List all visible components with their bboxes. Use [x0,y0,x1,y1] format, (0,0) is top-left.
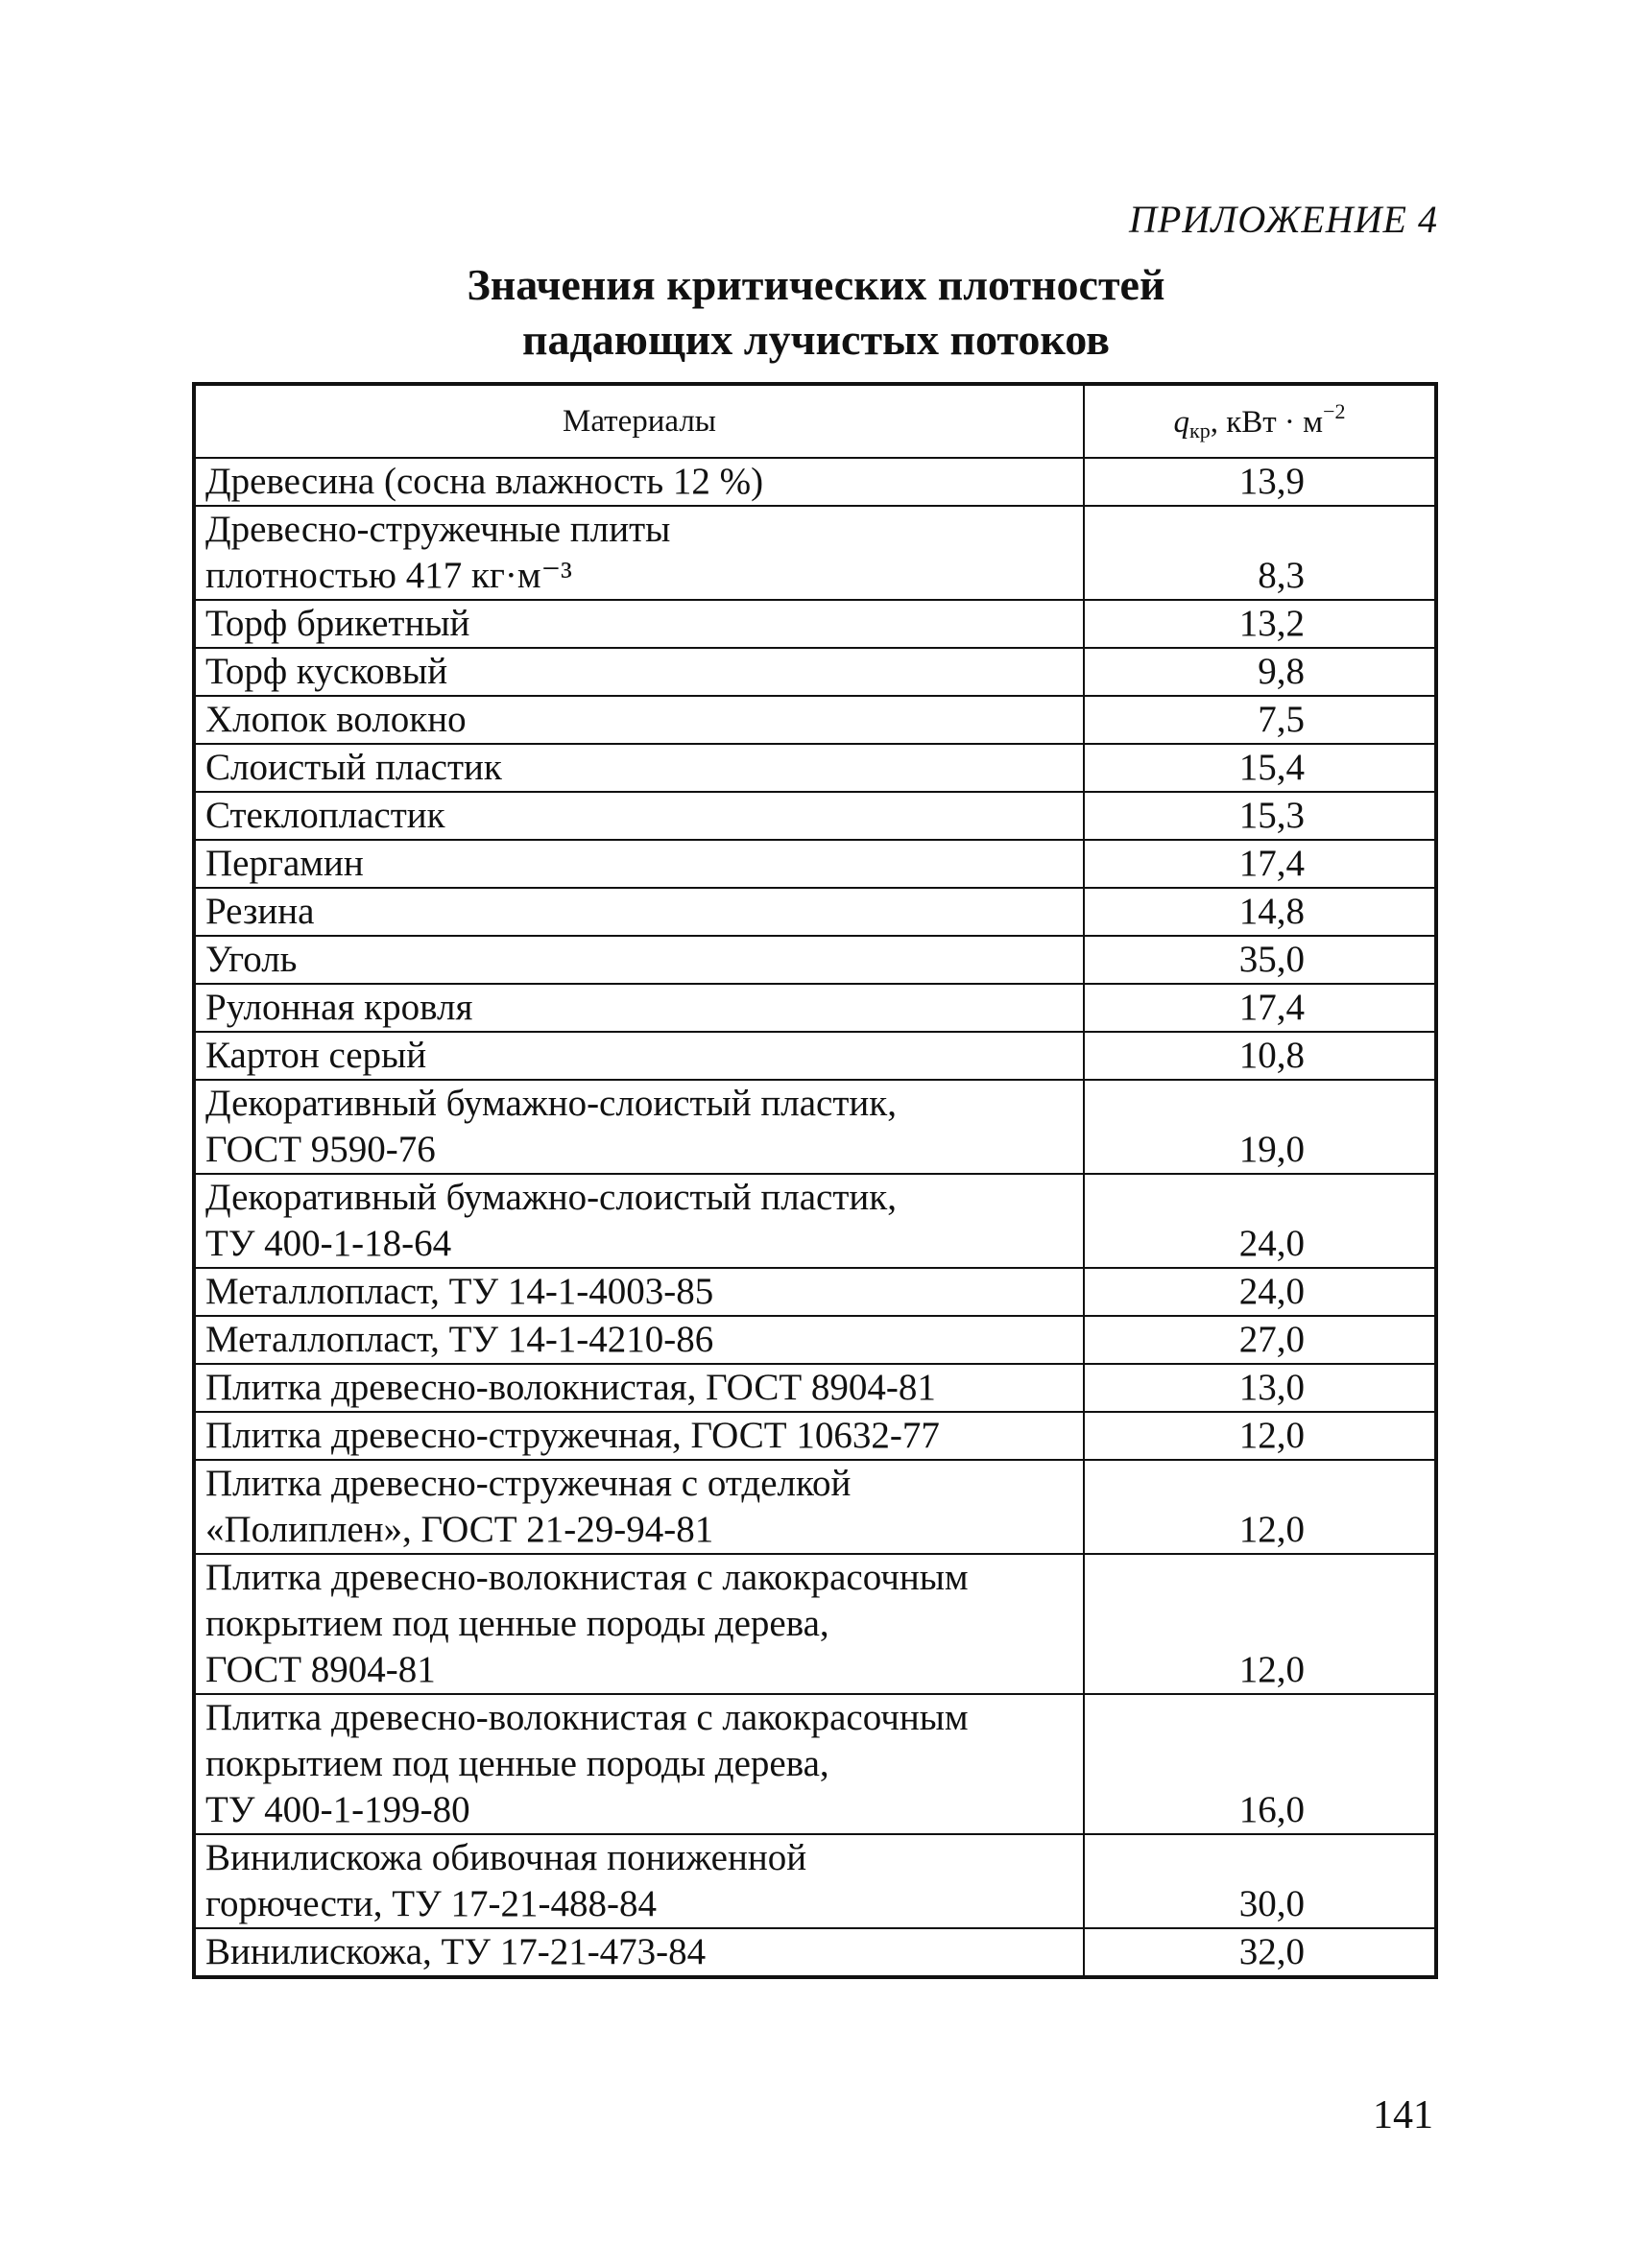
material-line: Плитка древесно-волокнистая с лакокрасочным [205,1557,969,1598]
table-row [194,506,1436,600]
material-line: «Полиплен», ГОСТ 21-29-94-81 [205,1509,714,1550]
q-value-cell: 19,0 [1084,1080,1436,1174]
table-row [194,1174,1436,1268]
material-line: Пергамин [205,843,364,884]
material-cell [194,888,1084,936]
q-value-cell: 24,0 [1084,1268,1436,1316]
material-line: Винилискожа обивочная пониженной [205,1837,807,1878]
title-line-1: Значения критических плотностей [467,260,1165,309]
table-row [194,792,1436,840]
material-cell [194,1554,1084,1694]
table-row [194,1834,1436,1928]
material-cell [194,458,1084,506]
material-line: ГОСТ 8904-81 [205,1649,436,1690]
q-value-cell: 32,0 [1084,1928,1436,1977]
material-cell [194,744,1084,792]
material-line: Торф кусковый [205,651,448,692]
table-row [194,1554,1436,1694]
q-value-cell: 30,0 [1084,1834,1436,1928]
q-value-cell: 12,0 [1084,1460,1436,1554]
q-value-cell: 14,8 [1084,888,1436,936]
table-row [194,1080,1436,1174]
material-line: Плитка древесно-стружечная, ГОСТ 10632-77 [205,1415,940,1456]
table-row [194,458,1436,506]
table-row [194,1268,1436,1316]
table-row [194,888,1436,936]
material-line: покрытием под ценные породы дерева, [205,1743,829,1784]
q-value-cell: 24,0 [1084,1174,1436,1268]
appendix-label: ПРИЛОЖЕНИЕ 4 [1129,198,1438,241]
material-cell [194,1080,1084,1174]
material-line: ГОСТ 9590-76 [205,1129,436,1170]
material-cell [194,936,1084,984]
material-line: горючести, ТУ 17-21-488-84 [205,1883,657,1924]
material-line: Декоративный бумажно-слоистый пластик, [205,1083,897,1124]
material-cell [194,600,1084,648]
table-row [194,1316,1436,1364]
critical-flux-table [192,382,1438,1979]
material-cell [194,1364,1084,1412]
table-body [194,458,1436,1977]
material-line: Древесина (сосна влажность 12 %) [205,461,764,502]
material-line: Картон серый [205,1035,427,1076]
q-value-cell: 12,0 [1084,1412,1436,1460]
material-line: Металлопласт, ТУ 14-1-4003-85 [205,1271,714,1312]
header-materials: Материалы [194,384,1084,458]
page-number: 141 [1373,2093,1433,2137]
page-title [0,257,1632,367]
material-cell [194,1834,1084,1928]
material-cell [194,1268,1084,1316]
q-value-cell: 9,8 [1084,648,1436,696]
q-value-cell: 16,0 [1084,1694,1436,1834]
material-cell [194,1460,1084,1554]
material-line: Слоистый пластик [205,747,502,788]
q-symbol: q [1173,405,1190,440]
table-row [194,696,1436,744]
material-cell [194,648,1084,696]
material-cell [194,1032,1084,1080]
q-value-cell: 13,0 [1084,1364,1436,1412]
table-row [194,936,1436,984]
material-line: ТУ 400-1-199-80 [205,1789,470,1830]
material-cell [194,506,1084,600]
q-value-cell: 13,2 [1084,600,1436,648]
material-cell [194,984,1084,1032]
material-line: Плитка древесно-стружечная с отделкой [205,1463,852,1504]
table-row [194,648,1436,696]
material-line: Уголь [205,939,298,980]
table-row [194,984,1436,1032]
q-value-cell: 13,9 [1084,458,1436,506]
title-line-2: падающих лучистых потоков [522,315,1110,364]
material-line: Плитка древесно-волокнистая с лакокрасочным [205,1697,969,1738]
material-line: Древесно-стружечные плиты [205,509,671,550]
q-value-cell: 27,0 [1084,1316,1436,1364]
table-row [194,840,1436,888]
q-value-cell: 15,3 [1084,792,1436,840]
material-line: ТУ 400-1-18-64 [205,1223,452,1264]
table-row [194,744,1436,792]
table-header-row [194,384,1436,458]
material-cell [194,1412,1084,1460]
q-value-cell: 17,4 [1084,984,1436,1032]
material-line: Стеклопластик [205,795,445,836]
q-subscript: кр [1189,418,1211,442]
header-q-critical [1084,384,1436,458]
q-unit-exponent: −2 [1323,399,1346,423]
q-value-cell: 15,4 [1084,744,1436,792]
q-value-cell: 10,8 [1084,1032,1436,1080]
q-value-cell: 12,0 [1084,1554,1436,1694]
material-line: Резина [205,891,315,932]
material-cell [194,1928,1084,1977]
q-value-cell: 17,4 [1084,840,1436,888]
material-cell [194,792,1084,840]
material-cell [194,1174,1084,1268]
q-unit: , кВт · м [1210,405,1324,440]
material-line: Декоративный бумажно-слоистый пластик, [205,1177,897,1218]
q-value-cell: 8,3 [1084,506,1436,600]
material-line: Хлопок волокно [205,699,467,740]
table-row [194,1928,1436,1977]
material-line: Металлопласт, ТУ 14-1-4210-86 [205,1319,714,1360]
material-cell [194,696,1084,744]
material-line: Торф брикетный [205,603,470,644]
material-line: плотностью 417 кг·м⁻³ [205,555,572,596]
material-cell [194,1694,1084,1834]
table-row [194,1364,1436,1412]
material-cell [194,840,1084,888]
table-row [194,1412,1436,1460]
q-value-cell: 35,0 [1084,936,1436,984]
material-line: Винилискожа, ТУ 17-21-473-84 [205,1931,707,1972]
table-row [194,1694,1436,1834]
q-value-cell: 7,5 [1084,696,1436,744]
material-line: покрытием под ценные породы дерева, [205,1603,829,1644]
material-line: Рулонная кровля [205,987,473,1028]
table-row [194,1032,1436,1080]
table-row [194,600,1436,648]
table-row [194,1460,1436,1554]
material-line: Плитка древесно-волокнистая, ГОСТ 8904-81 [205,1367,936,1408]
material-cell [194,1316,1084,1364]
